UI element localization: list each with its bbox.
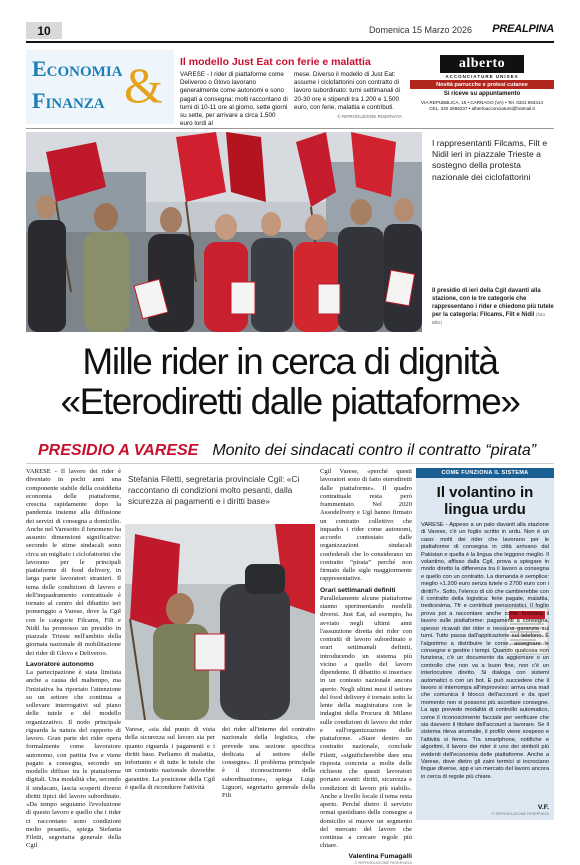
article-paragraph: Cgil Varese, «perché questi lavoratori sono di fatto eterodiretti dalle piattaforme». Il quadro contrattuale resta però frammentato. Nel 2020 Assodelivery e Ugl hanno firmato un contratto collettivo che inquadra i rider come autonomi, accordo contestato dalle organizzazioni sindacali confederali che lo considerano un contratto “pirata” perché non firmato dalle sigle maggiormente rappresentative. [320,468,412,583]
main-photo [26,132,422,332]
article-signature: Valentina Fumagalli [348,852,412,860]
ad-subtitle: ACCONCIATURE UNISEX [445,74,519,79]
section-logo-line1: Economia [32,56,123,81]
ad-address [410,100,554,112]
article-copyright: © RIPRODUZIONE RISERVATA [354,859,412,865]
teaser-title: Il modello Just Eat con ferie e malattia [180,56,371,68]
secondary-photo [125,524,315,720]
sidebar-copyright: © RIPRODUZIONE RISERVATA [491,811,549,816]
article-paragraph: VARESE - Il lavoro dei rider è diventato in pochi anni una componente stabile della cosiddetta economia delle piattaforme, crescita rapidamente dopo la pandemia insieme alla diffusione dei servizi di consegna a domicilio. Anche nel Varesotto il fenomeno ha assunto dimensioni significative: secondo le stime sindacali sono circa un migliaio i ciclofattorini che lavorano per le principali piattaforme di food delivery, in larga parte lavoratori stranieri. Il tema delle condizioni di lavoro e dell'inquadramento contrattuale è tornato al centro del dibattito ieri pomeriggio a Varese, dove la Cgil con le categorie Filcams, Filt e Nidil ha promosso un presidio in piazzale Trieste nell'ambito della giornata nazionale di mobilitazione dei rider di Glovo e Deliveroo. [26,468,121,657]
section-rule [26,128,554,129]
kicker [38,442,536,460]
teaser-credit: © RIPRODUZIONE RISERVATA [337,114,402,120]
sidebar-text: VARESE - Appeso a un palo davanti alla stazione di Varese, c'è un foglio scritto in urdu. Non è un caso: molti dei rider che lavorano per le piattaforme di consegna in città arrivano dal Pakistan e quella è la lingua che leggono meglio. Il volantino, affisso dalla Cgil, prova a spiegare in modo diretto la differenza tra il lavoro a consegna e quello con un contratto. La domanda è semplice: meglio «1.200 euro senza tutele o 2700 euro con i diritti?». Sotto, l'elenco di ciò che cambierebbe con il contratto della logistica: ferie pagate, malattia, tredicesima, Tfr e contributi pensionistici. Il foglio prova poi a raccontare anche come funziona il lavoro sulle piattaforme: pagamenti a consegna, spesso ricavati dei rider e nessuna garanzia sui turni. Tutto passa dall'applicazione sul telefono. È l'algoritmo a distribuire le corse, assegnare le consegne e gestire i tempi. Quando qualcosa non funziona, c'è un documento da aggiornare o un controllo che non va a buon fine, non c'è un interlocutore diretto. Si dialoga con sistemi automatici o con un bot. E può succedere che il lavoro si interrompa all'improvviso: arriva una mail che comunica il blocco dell'account e da quel momento non si possono più accettare consegne. La app prevede modalità di controllo automatico, come il riconoscimento facciale per verificare che sia davvero il titolare dell'account a lavorare. Se il sistema rileva anomalie, il profilo viene sospeso e l'attività si ferma. Tra smartphone, notifiche e algoritmi, il lavoro dei rider è uno dei simboli più evidenti dell'economia delle piattaforme. Anche a Varese, dove dietro gli zaini termici si incrociano lingue diverse, app e un mercato del lavoro ancora in cerca di regole più chiare. [421,522,549,780]
rider-photo-illustration [125,524,315,720]
section-logo-ampersand: & [124,57,163,113]
header-rule [26,41,554,43]
photo-caption-text: Il presidio di ieri della Cgil davanti alla stazione, con le tre categorie che rappresentano i rider e chiedono più tutele per la categoria: Filcams, Filt e Nidil [432,288,554,318]
photo-side-caption: I rappresentanti Filcams, Filt e Nidil ieri in piazzale Trieste a sostegno della protesta nazionale dei ciclofattorini [432,138,548,182]
article-subheading: Orari settimanali definiti [320,586,396,594]
article-column-1 [26,468,121,851]
teaser-col-2 [294,71,402,128]
main-headline [26,342,554,422]
newspaper-brand: PREALPINA [492,23,554,35]
page-header [26,22,554,39]
sidebar-label: COME FUNZIONA IL SISTEMA [416,468,554,478]
kicker-label: PRESIDIO A VARESE [38,442,199,459]
pull-quote: Stefania Filetti, segretaria provinciale Cgil: «Ci raccontano di condizioni molto pesanti, dalla sicurezza ai pagamenti e i diritti base» [128,474,300,506]
advertisement [410,55,554,123]
sidebar-box [416,468,554,820]
photo-credit: (foto Blitz) [432,312,546,325]
ad-appointment-note: Si riceve su appuntamento [443,91,521,97]
ad-logo: alberto [440,55,524,73]
sidebar-signature-block [421,802,549,816]
dateline: Domenica 15 Marzo 2026 [368,25,472,35]
photo-caption [432,287,554,327]
ad-address-line: VIA REPUBBLICA, 15 • CARNAGO (VA) • Tel. 0331 993414 [420,100,544,105]
teaser-col-2-text: mese. Diverso il modello di Just Eat: assume i ciclofattorini con contratto di lavoro subordinato: turni settimanali di 20-30 ore e stipendi tra 1.200 e 1.500 euro, con ferie, malattia e contributi. [294,71,401,111]
headline-line-2: «Eterodiretti dalle piattaforme» [60,381,520,422]
article-subheading: Lavoratore autonomo [26,660,94,668]
page-number: 10 [26,22,62,39]
article-paragraph: La partecipazione è stata limitata anche a causa del maltempo, ma l'iniziativa ha riportato l'attenzione su un settore che continua a sollevare interrogativi sul piano delle tutele e del modello organizzativo. Il nodo principale riguarda la natura del rapporto di lavoro. Gran parte dei rider opera formalmente come lavoratore autonomo, con partita Iva e viene pagato a consegna, secondo un modello diffuso tra le piattaforme digitali. Una modalità che, secondo il sindacato, lascia scoperti diversi diritti tipici del lavoro subordinato. «Da tempo seguiamo l'evoluzione di questo lavoro e quello che i rider ci raccontano sono condizioni molto pesanti», spiega Stefania Filetti, segretaria generale della Cgil [26,669,121,850]
kicker-subtitle: Monito dei sindacati contro il contratto “pirata” [212,442,537,459]
sidebar-initials: V.F. [537,804,549,811]
article-paragraph: Parallelamente alcune piattaforme stanno sperimentando modelli diversi. Just Eat, ad esempio, ha avviato negli ultimi anni l'assunzione diretta dei rider con contratti di lavoro subordinato e orari settimanali definiti, introducendo un sistema più vicino a quello del lavoro dipendente. Il dibattito si inserisce in un contesto nazionale ancora aperto. Negli ultimi mesi il settore del food delivery è tornato sotto la lente della magistratura con le indagini della Procura di Milano sulle condizioni di lavoro dei rider e sull'organizzazione delle piattaforme. «Stare dentro un contratto nazionale, conclude Filetti, «significherebbe dare una risposta concreta a molte delle richieste che questi lavoratori portano avanti: diritti, sicurezza e condizioni di lavoro più stabili». Anche a livello locale il tema resta aperto. Perché dietro il servizio ormai quotidiano delle consegne a domicilio si muove un segmento del mercato del lavoro che continua a cercare regole più chiare. [320,594,412,850]
teaser-box [180,56,402,128]
article-column-4 [320,468,412,865]
section-logo-line2: Finanza [32,88,105,113]
teaser-columns [180,71,402,128]
kicker-rule [26,463,554,464]
ad-contacts-line: CEL. 340 2886237 • albertoacconciature@hotmail.it [429,106,535,112]
headline-line-1: Mille rider in cerca di dignità [82,341,498,382]
teaser-col-1: VARESE - I rider di piattaforme come Deliveroo o Glovo lavorano generalmente come autonomi e sono pagati a consegna: molti raccontano di turni di 10-11 ore al giorno, sette giorni su sette, per arrivare a circa 1.500 euro lordi al [180,71,288,128]
section-logo [26,50,174,124]
article-column-2: Varese, «sia dal punto di vista della sicurezza sul lavoro sia per quanto riguarda i pagamenti e i diritti base. Parliamo di malattia, infortunio e di tutte le tutele che un contratto nazionale dovrebbe garantire. La posizione della Cgil è quella di ricondurre l'attività [125,726,215,791]
sidebar-title: Il volantino in lingua urdu [436,484,534,518]
protest-photo-illustration [26,132,422,332]
article-column-3: dei rider all'interno del contratto nazionale della logistica, che prevede una sezione specifica dedicata al settore delle consegne». Il problema principale è il riconoscimento della subordinazione», spiega Luigi Liguori, segretario generale della Filt [222,726,315,799]
ad-red-strip: Novità parrucche e protesi cutanee [410,80,554,89]
